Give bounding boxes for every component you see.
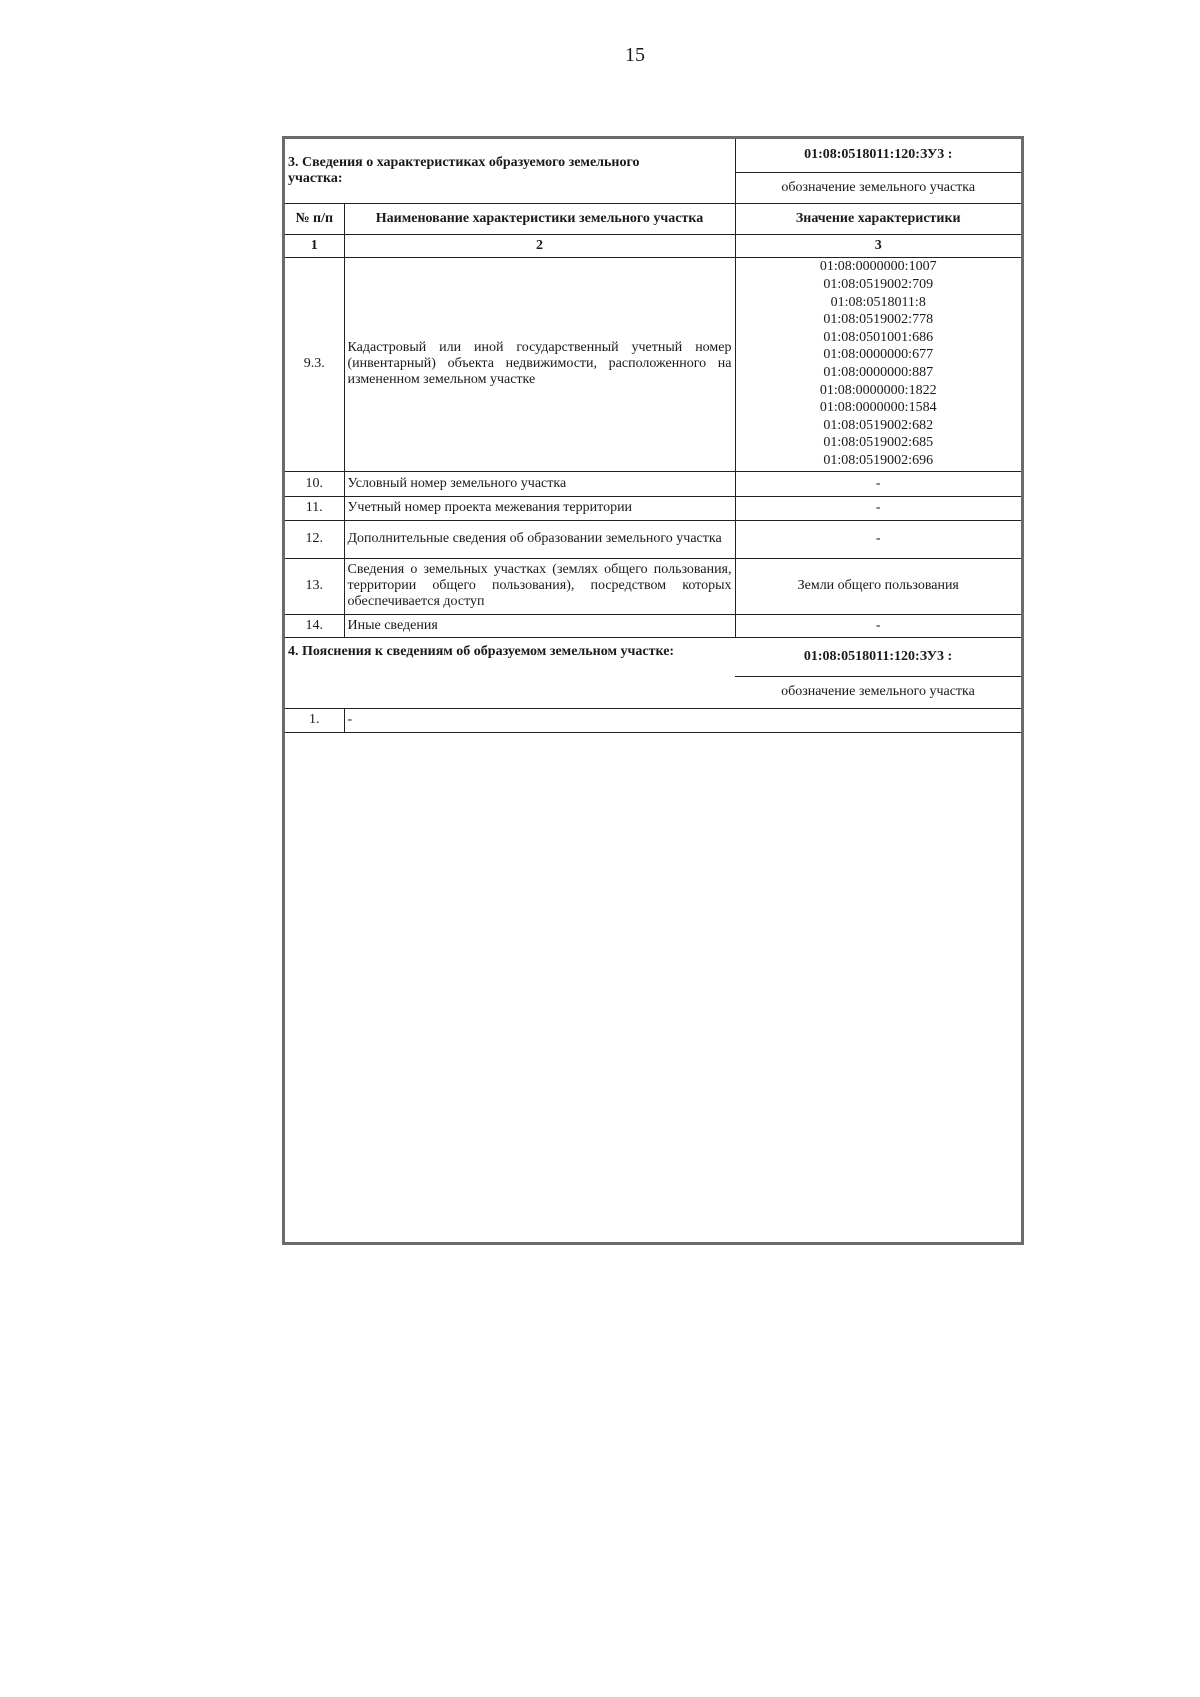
row-name: Учетный номер проекта межевания территории <box>344 496 735 520</box>
table-row <box>285 558 1021 614</box>
row-name: Иные сведения <box>344 614 735 637</box>
section4-title: 4. Пояснения к сведениям об образуемом земельном участке: <box>288 643 675 659</box>
document-frame <box>282 136 1024 1245</box>
table-row <box>285 708 1021 732</box>
section4-code-caption-cell <box>735 676 1021 708</box>
table-row <box>285 614 1021 637</box>
row-name: Кадастровый или иной государственный учетный номер (инвентарный) объекта недвижимости, расположенного на измененном земельном участке <box>344 257 735 471</box>
table-row <box>285 257 1021 471</box>
row-number: 10. <box>285 471 344 496</box>
header-name: Наименование характеристики земельного участка <box>344 203 735 234</box>
section4-title-cell <box>285 637 735 708</box>
column-number-1: 1 <box>285 234 344 257</box>
cadastral-number: 01:08:0519002:682 <box>823 417 934 433</box>
cadastral-number: 01:08:0519002:696 <box>823 452 934 468</box>
row-number: 11. <box>285 496 344 520</box>
row-number: 13. <box>285 558 344 614</box>
cadastral-number: 01:08:0000000:1584 <box>819 400 937 416</box>
cadastral-number: 01:08:0519002:778 <box>823 312 934 328</box>
row-value: Земли общего пользования <box>735 558 1021 614</box>
column-number-2: 2 <box>344 234 735 257</box>
row-name: Дополнительные сведения об образовании земельного участка <box>344 520 735 558</box>
row-number: 9.3. <box>285 257 344 471</box>
cadastral-number: 01:08:0000000:1007 <box>819 259 937 275</box>
row-name: Сведения о земельных участках (землях общего пользования, территории общего пользования), посредством которых обеспечивается доступ <box>344 558 735 614</box>
characteristics-table <box>285 139 1021 733</box>
row-text: - <box>344 708 1021 732</box>
section3-title-cell <box>285 139 735 203</box>
cadastral-number-list <box>735 257 1021 471</box>
row-number: 12. <box>285 520 344 558</box>
table-row <box>285 520 1021 558</box>
cadastral-number: 01:08:0000000:677 <box>823 347 934 363</box>
section4-code-cell <box>735 637 1021 676</box>
page-number: 15 <box>625 44 645 66</box>
section4-code-caption: обозначение земельного участка <box>781 684 975 699</box>
cadastral-number: 01:08:0519002:685 <box>823 435 934 451</box>
table-row <box>285 471 1021 496</box>
section3-code-caption: обозначение земельного участка <box>781 179 976 195</box>
header-value: Значение характеристики <box>735 203 1021 234</box>
row-value: - <box>735 520 1021 558</box>
row-number: 14. <box>285 614 344 637</box>
row-value: - <box>735 496 1021 520</box>
row-value: - <box>735 614 1021 637</box>
row-value: - <box>735 471 1021 496</box>
cadastral-number: 01:08:0000000:1822 <box>819 382 937 398</box>
section4-land-plot-code: 01:08:0518011:120:ЗУ3 : <box>803 648 953 664</box>
header-number: № п/п <box>285 203 344 234</box>
cadastral-number: 01:08:0519002:709 <box>823 277 934 293</box>
section3-code-caption-cell <box>735 172 1021 203</box>
cadastral-number: 01:08:0501001:686 <box>823 329 934 345</box>
cadastral-number: 01:08:0518011:8 <box>830 294 926 310</box>
row-number: 1. <box>285 708 344 732</box>
column-number-3: 3 <box>735 234 1021 257</box>
row-name: Условный номер земельного участка <box>344 471 735 496</box>
table-row <box>285 496 1021 520</box>
cadastral-number: 01:08:0000000:887 <box>823 365 934 380</box>
section3-land-plot-code: 01:08:0518011:120:ЗУ3 : <box>804 147 953 163</box>
section3-title: 3. Сведения о характеристиках образуемого земельного участка: <box>288 155 640 186</box>
section3-code-cell <box>735 139 1021 172</box>
